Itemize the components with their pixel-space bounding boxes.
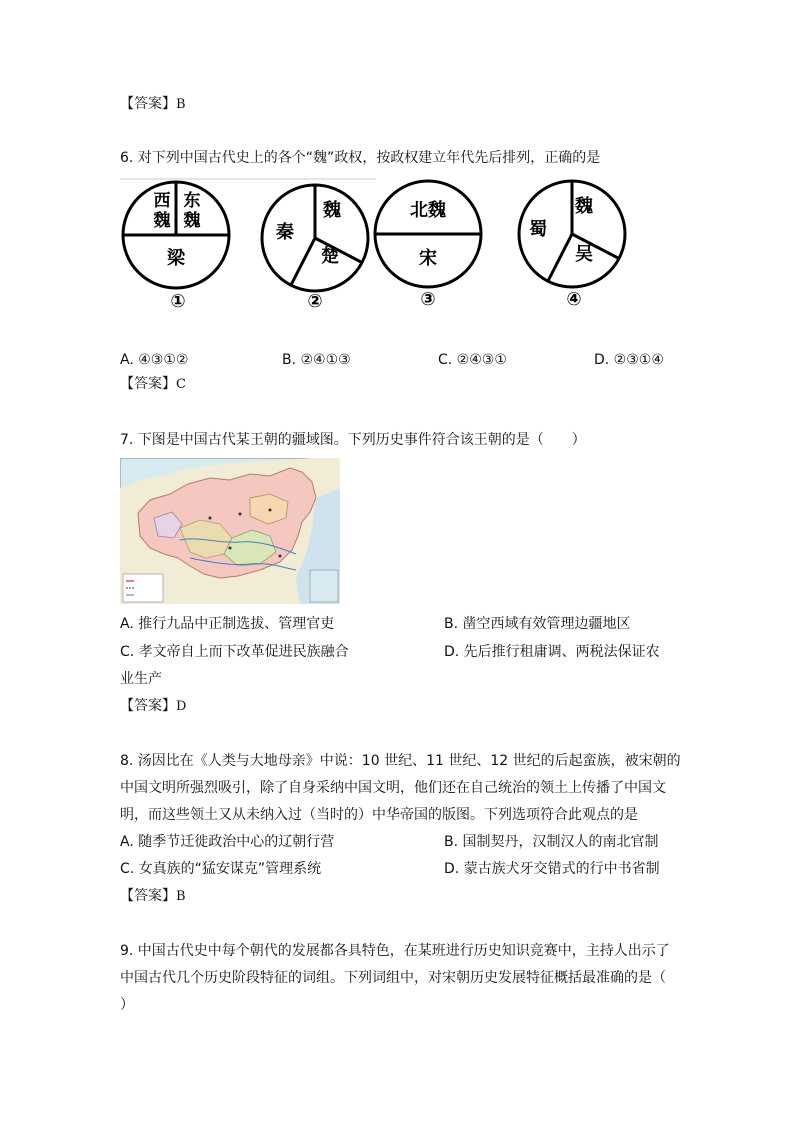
circle-4-tr: 魏 xyxy=(575,196,593,217)
q8-option-d: D. 蒙古族犬牙交错式的行中书省制 xyxy=(444,861,660,877)
circle-4-br: 吴 xyxy=(575,244,593,265)
svg-text:东: 东 xyxy=(183,191,201,211)
q7-option-a: A. 推行九品中正制选拔、管理官吏 xyxy=(120,616,335,632)
q8-option-c: C. 女真族的“猛安谋克”管理系统 xyxy=(120,861,322,877)
q8-option-a: A. 随季节迁徙政治中心的辽朝行营 xyxy=(120,834,335,850)
circle-2-br: 楚 xyxy=(321,246,339,267)
circle-1-number: ① xyxy=(170,291,186,312)
answer-q8 xyxy=(120,886,186,907)
question-8-stem-line-3: 明，而这些领土又从未纳入过（当时的）中华帝国的版图。下列选项符合此观点的是 xyxy=(120,807,638,823)
q6-option-c: C. ②④③① xyxy=(438,352,507,368)
question-6-stem: 6. 对下列中国古代史上的各个“魏”政权，按政权建立年代先后排列，正确的是 xyxy=(120,150,601,166)
circle-4-left: 蜀 xyxy=(529,219,547,240)
svg-text:魏: 魏 xyxy=(183,211,201,231)
circle-2-left: 秦 xyxy=(276,222,294,243)
question-9-stem-line-1: 9. 中国古代史中每个朝代的发展都各具特色，在某班进行历史知识竞赛中，主持人出示了 xyxy=(120,943,670,959)
question-8-stem-line-2: 中国文明所强烈吸引，除了自身采纳中国文明，他们还在自己统治的领土上传播了中国文 xyxy=(120,780,666,796)
answer-letter: C xyxy=(176,377,186,392)
circle-4 xyxy=(519,181,625,310)
circle-3-top: 北魏 xyxy=(410,200,446,221)
q8-option-b: B. 国制契丹，汉制汉人的南北官制 xyxy=(444,834,659,850)
q6-option-a: A. ④③①② xyxy=(120,352,189,368)
circle-1 xyxy=(123,182,229,312)
answer-tag: 【答案】 xyxy=(120,698,176,714)
answer-q5 xyxy=(120,94,186,115)
q6-option-d: D. ②③①④ xyxy=(594,352,664,368)
question-9-stem-line-2: 中国古代几个历史阶段特征的词组。下列词组中，对宋朝历史发展特征概括最准确的是（ xyxy=(120,970,666,986)
circle-1-tl: 西 xyxy=(153,191,171,211)
circle-3-bottom: 宋 xyxy=(419,248,437,269)
circle-1-bottom: 梁 xyxy=(167,248,185,269)
circle-4-number: ④ xyxy=(566,289,582,310)
circle-2 xyxy=(262,185,368,312)
q6-figure xyxy=(118,176,678,316)
q7-option-d: D. 先后推行租庸调、两税法保证农 xyxy=(444,644,660,660)
question-7-stem: 7. 下图是中国古代某王朝的疆域图。下列历史事件符合该王朝的是（ ） xyxy=(120,432,586,448)
answer-tag: 【答案】 xyxy=(120,96,176,112)
answer-tag: 【答案】 xyxy=(120,376,176,392)
q7-option-c: C. 孝文帝自上而下改革促进民族融合 xyxy=(120,644,349,660)
q7-option-d-continued: 业生产 xyxy=(120,671,162,687)
answer-tag: 【答案】 xyxy=(120,888,176,904)
circle-2-number: ② xyxy=(307,291,323,312)
question-8-stem-line-1: 8. 汤因比在《人类与大地母亲》中说：10 世纪、11 世纪、12 世纪的后起蛮族，被宋朝的 xyxy=(120,753,681,769)
svg-text:魏: 魏 xyxy=(153,211,171,231)
answer-q6 xyxy=(120,374,186,395)
circle-3-number: ③ xyxy=(420,289,436,310)
answer-letter: D xyxy=(176,699,187,714)
question-9-stem-line-3: ） xyxy=(120,997,134,1013)
answer-q7 xyxy=(120,696,186,717)
dynasty-territory-map xyxy=(120,458,340,604)
q7-option-b: B. 凿空西域有效管理边疆地区 xyxy=(444,616,631,632)
circle-3 xyxy=(375,181,481,310)
answer-letter: B xyxy=(176,97,186,112)
circle-2-tr: 魏 xyxy=(323,200,341,221)
answer-letter: B xyxy=(176,889,186,904)
q6-option-b: B. ②④①③ xyxy=(282,352,351,368)
